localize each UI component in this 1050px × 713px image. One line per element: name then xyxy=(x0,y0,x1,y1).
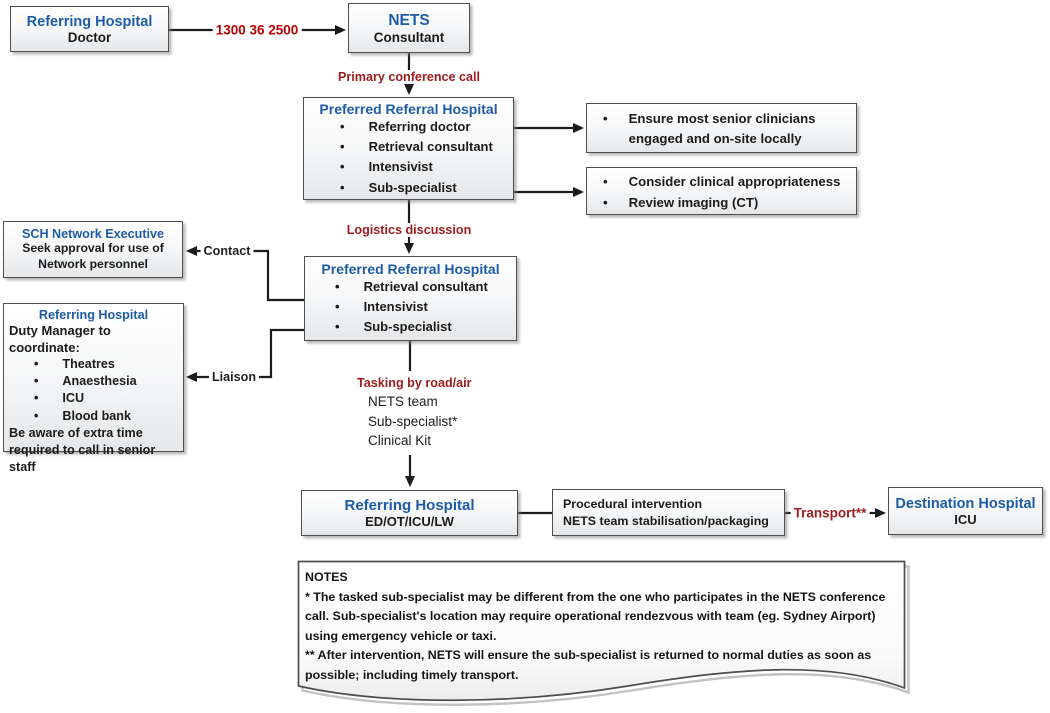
arrow-contact xyxy=(196,251,304,300)
box-duty-manager xyxy=(3,303,184,474)
box-line: Procedural intervention xyxy=(563,497,703,511)
box-body: Seek approval for use of Network personnel xyxy=(22,241,164,271)
bullet-icon: • xyxy=(335,319,340,335)
box-sch-network-executive xyxy=(3,221,183,278)
tasking-item: NETS team xyxy=(368,394,438,409)
box-title: Referring Hospital xyxy=(344,497,475,514)
bullet-icon: • xyxy=(34,391,39,406)
box-procedural-intervention xyxy=(552,489,785,536)
box-title: Preferred Referral Hospital xyxy=(319,101,498,117)
box-consider-appropriateness xyxy=(586,167,857,215)
bullet-icon: • xyxy=(34,408,39,423)
box-subtitle: ICU xyxy=(954,511,977,527)
list-item: Blood bank xyxy=(62,408,131,423)
box-title: NETS xyxy=(388,11,430,29)
list-item: Intensivist xyxy=(363,299,428,315)
list-item: Intensivist xyxy=(368,159,433,175)
box-title: SCH Network Executive xyxy=(21,227,165,241)
notes-paragraph: ** After intervention, NETS will ensure the sub-specialist is returned to normal duties as soon as possible; including timely transport. xyxy=(305,648,872,682)
list-item: Referring doctor xyxy=(368,119,471,134)
bullet-icon: • xyxy=(603,174,608,189)
bullet-icon: • xyxy=(34,357,39,371)
box-subtitle: ED/OT/ICU/LW xyxy=(365,514,454,529)
bullet-icon: • xyxy=(335,299,340,315)
edge-label-phone-number: 1300 36 2500 xyxy=(213,23,302,38)
bullet-icon: • xyxy=(340,139,345,155)
list-item: Retrieval consultant xyxy=(363,279,488,294)
box-subtitle: Consultant xyxy=(373,29,445,45)
edge-label-tasking: Tasking by road/air xyxy=(357,376,472,390)
bullet-icon: • xyxy=(340,179,345,195)
list-item: Retrieval consultant xyxy=(368,139,493,155)
edge-label-contact: Contact xyxy=(201,244,254,258)
box-nets-consultant xyxy=(348,3,470,53)
list-item: Anaesthesia xyxy=(62,374,137,389)
bullet-icon: • xyxy=(340,159,345,175)
box-notes-document xyxy=(297,560,913,708)
tasking-item: Clinical Kit xyxy=(368,433,432,448)
list-item: ICU xyxy=(62,391,85,406)
tasking-block xyxy=(357,376,472,451)
edge-label-transport: Transport** xyxy=(791,506,870,521)
notes-title: NOTES xyxy=(305,570,348,584)
box-referring-hospital-ed xyxy=(301,490,518,536)
list-item: Review imaging (CT) xyxy=(628,194,759,210)
edge-label-liaison: Liaison xyxy=(209,370,259,384)
tasking-item: Sub-specialist* xyxy=(368,413,458,429)
list-item: Consider clinical appropriateness xyxy=(628,174,841,189)
box-intro: Duty Manager to coordinate: xyxy=(9,323,111,355)
box-referring-hospital-doctor xyxy=(10,6,169,52)
edge-label-primary-conference-call: Primary conference call xyxy=(335,70,483,84)
list-item: Sub-specialist xyxy=(368,179,457,195)
bullet-icon: • xyxy=(34,374,39,389)
box-ensure-senior-clinicians xyxy=(586,103,857,153)
box-footer: Be aware of extra time required to call in senior staff xyxy=(9,425,156,474)
list-item: Theatres xyxy=(62,357,115,371)
bullet-icon: • xyxy=(603,194,608,210)
box-destination-hospital xyxy=(888,487,1043,535)
bullet-icon: • xyxy=(603,111,608,126)
box-line: NETS team stabilisation/packaging xyxy=(563,513,769,528)
list-item: Sub-specialist xyxy=(363,319,452,335)
bullet-icon: • xyxy=(340,119,345,134)
edge-label-logistics-discussion: Logistics discussion xyxy=(344,223,475,237)
box-preferred-referral-2 xyxy=(304,256,517,341)
box-preferred-referral-1 xyxy=(303,97,514,200)
box-title: Referring Hospital xyxy=(38,308,149,322)
box-subtitle: Doctor xyxy=(67,29,112,45)
bullet-icon: • xyxy=(335,279,340,294)
notes-paragraph: * The tasked sub-specialist may be different from the one who participates in the NETS conference call. Sub-specialist's location may require operational rendezvous with team (eg. Sydney Airport) using emergency vehicle or taxi. xyxy=(305,589,886,643)
list-item: Ensure most senior clinicians engaged and on-site locally xyxy=(628,111,816,146)
box-title: Referring Hospital xyxy=(26,13,153,30)
box-title: Destination Hospital xyxy=(895,495,1036,512)
box-title: Preferred Referral Hospital xyxy=(321,261,500,277)
